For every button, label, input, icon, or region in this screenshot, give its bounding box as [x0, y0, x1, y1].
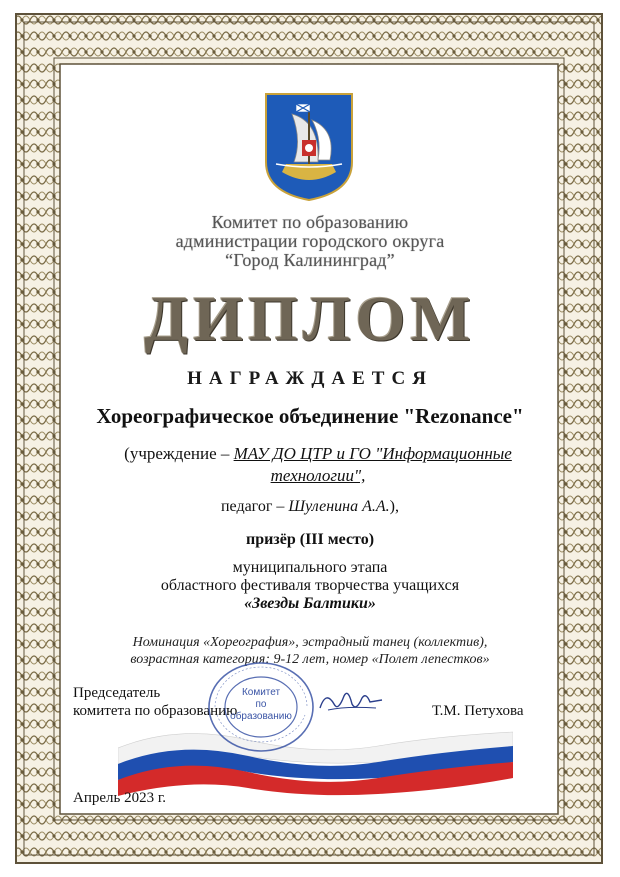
teacher-name: Шуленина А.А. — [288, 498, 390, 515]
stage-block — [0, 559, 620, 613]
organization-line-1: Комитет по образованию — [211, 212, 409, 232]
official-stamp — [205, 659, 317, 755]
institution-prefix: (учреждение – — [124, 444, 230, 463]
stage-line-2: областного фестиваля творчества учащихся — [160, 577, 460, 594]
teacher-prefix: педагог – — [220, 498, 285, 515]
issue-date: Апрель 2023 г. — [73, 790, 167, 806]
place-award: призёр (III место) — [245, 531, 375, 548]
stage-line-1: муниципального этапа — [232, 559, 388, 576]
institution-name-2: технологии", — [270, 466, 366, 485]
festival-name: «Звезды Балтики» — [244, 595, 376, 612]
coat-of-arms-icon — [262, 92, 356, 202]
awarded-label: НАГРАЖДАЕТСЯ — [187, 368, 433, 389]
chairman-line-1: Председатель — [73, 685, 161, 701]
chairman-name: Т.М. Петухова — [432, 703, 524, 719]
teacher-suffix: ), — [389, 498, 399, 515]
organization-heading — [0, 213, 620, 270]
stamp-text-1: Комитет — [241, 687, 281, 698]
recipient-name: Хореографическое объединение "Rezonance" — [96, 404, 524, 428]
chairman-line-2: комитета по образованию — [73, 703, 238, 719]
teacher-line — [0, 498, 620, 516]
signature-mark — [316, 686, 386, 716]
organization-line-2: администрации городского округа — [175, 231, 445, 251]
stamp-text-3: образованию — [230, 711, 292, 722]
diploma-title: ДИПЛОМ — [144, 283, 476, 354]
nomination-line-1: Номинация «Хореография», эстрадный танец (коллектив), — [132, 635, 488, 650]
institution-name-1: МАУ ДО ЦТР и ГО "Информационные — [233, 444, 512, 463]
organization-line-3: “Город Калининград” — [225, 250, 395, 270]
stamp-text-2: по — [255, 699, 267, 710]
nomination-line-2: возрастная категория: 9-12 лет, номер «Полет лепестков» — [130, 652, 490, 667]
institution-block — [108, 443, 528, 487]
